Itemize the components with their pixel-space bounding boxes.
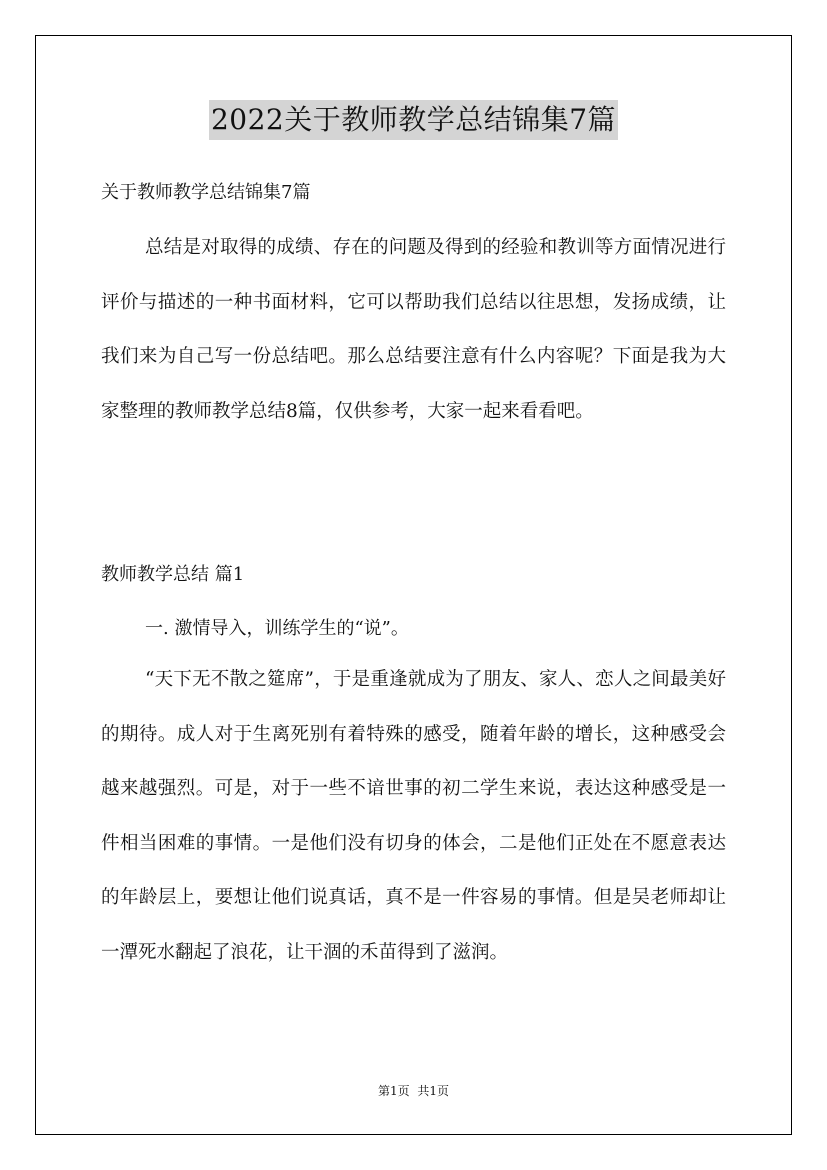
document-subtitle: 关于教师教学总结锦集7篇 xyxy=(101,182,311,203)
title-container xyxy=(0,100,827,140)
section-heading: 教师教学总结 篇1 xyxy=(101,564,245,585)
body-paragraph: “天下无不散之筵席”，于是重逢就成为了朋友、家人、恋人之间最美好的期待。成人对于生离死别有着特殊的感受，随着年龄的增长，这种感受会越来越强烈。可是，对于一些不谙世事的初二学生来说，表达这种感受是一件相当困难的事情。一是他们没有切身的体会，二是他们正处在不愿意表达的年龄层上，要想让他们说真话，真不是一件容易的事情。但是吴老师却让一潭死水翻起了浪花，让干涸的禾苗得到了滋润。 xyxy=(101,669,726,963)
page-footer xyxy=(0,1082,827,1100)
item-heading: 一. 激情导入，训练学生的“说”。 xyxy=(145,618,409,639)
intro-paragraph: 总结是对取得的成绩、存在的问题及得到的经验和教训等方面情况进行评价与描述的一种书面材料，它可以帮助我们总结以往思想，发扬成绩，让我们来为自己写一份总结吧。那么总结要注意有什么内容呢？下面是我为大家整理的教师教学总结8篇，仅供参考，大家一起来看看吧。 xyxy=(101,237,726,422)
page-number-current: 第1页 xyxy=(378,1084,410,1098)
document-title: 2022关于教师教学总结锦集7篇 xyxy=(209,100,618,140)
page-number-total: 共1页 xyxy=(417,1084,449,1098)
